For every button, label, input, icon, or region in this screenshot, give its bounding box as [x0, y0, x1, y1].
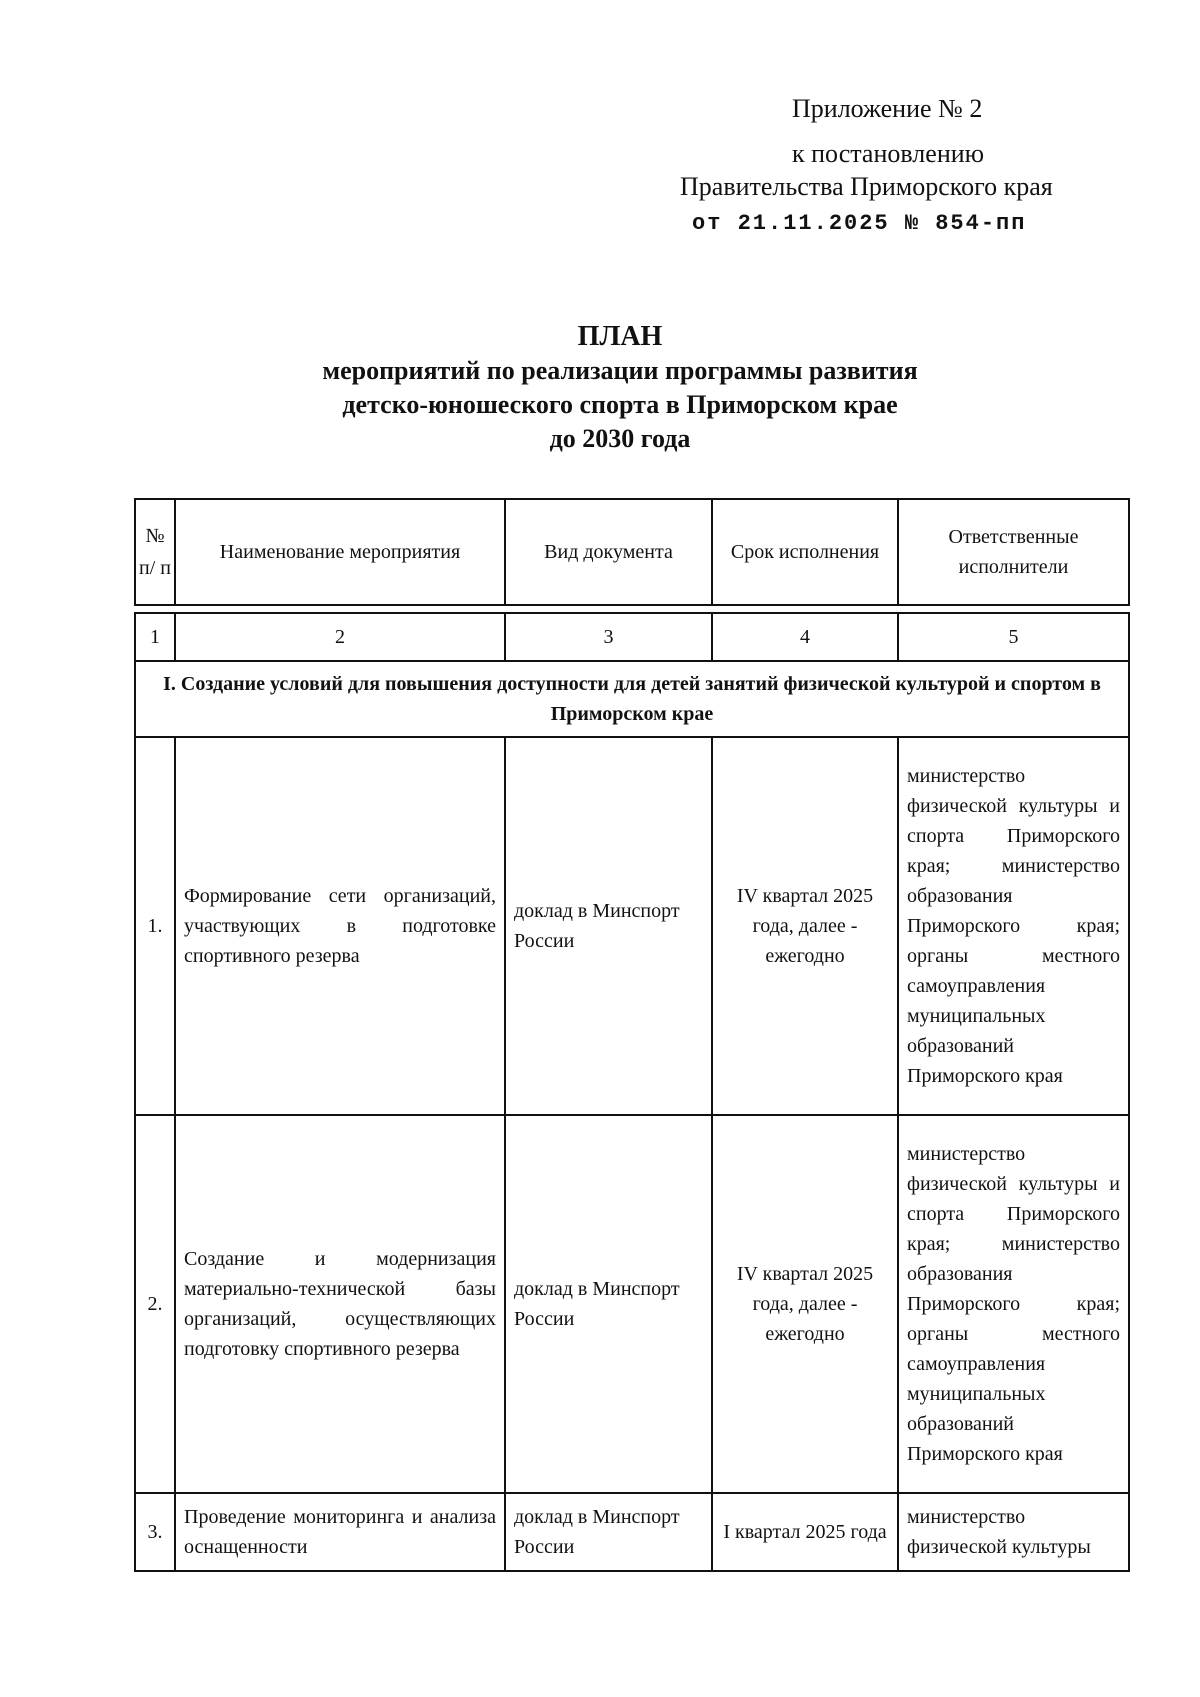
title-line-4: до 2030 года [549, 424, 691, 453]
header-table [134, 498, 1130, 606]
table-row [135, 1493, 1129, 1571]
plan-table [134, 612, 1130, 1572]
activity-name: Формирование сети организаций, участвующих в подготовке спортивного резерва [175, 737, 505, 1115]
responsible-executors: министерство физической культуры и спорта Приморского края; министерство образования Приморского края; органы местного самоуправления муниципальных образований Приморского края [898, 737, 1129, 1115]
document-type: доклад в Минспорт России [505, 1115, 712, 1493]
row-number: 1. [135, 737, 175, 1115]
document-title [200, 320, 1040, 456]
row-number: 2. [135, 1115, 175, 1493]
row-number: 3. [135, 1493, 175, 1571]
column-number: 1 [135, 613, 175, 661]
document-type: доклад в Минспорт России [505, 1493, 712, 1571]
column-numbers-row [135, 613, 1129, 661]
header-term: Срок исполнения [712, 499, 898, 605]
table-row [135, 1115, 1129, 1493]
appendix-header [680, 92, 1100, 240]
title-plan: ПЛАН [577, 321, 663, 352]
header-no: № п/ п [135, 499, 175, 605]
deadline: IV квартал 2025 года, далее - ежегодно [712, 737, 898, 1115]
column-number: 4 [712, 613, 898, 661]
document-type: доклад в Минспорт России [505, 737, 712, 1115]
appendix-resolution-ref: к постановлению [792, 139, 985, 168]
appendix-government: Правительства Приморского края [680, 172, 1053, 201]
responsible-executors: министерство физической культуры и спорта Приморского края; министерство образования Приморского края; органы местного самоуправления муниципальных образований Приморского края [898, 1115, 1129, 1493]
header-resp: Ответственные исполнители [898, 499, 1129, 605]
column-number: 5 [898, 613, 1129, 661]
column-number: 2 [175, 613, 505, 661]
column-number: 3 [505, 613, 712, 661]
activity-name: Создание и модернизация материально-технической базы организаций, осуществляющих подготовку спортивного резерва [175, 1115, 505, 1493]
appendix-date-number: от 21.11.2025 № 854-пп [692, 211, 1027, 236]
header-doc: Вид документа [505, 499, 712, 605]
plan-table-wrapper [134, 498, 1128, 1572]
section-heading-row [135, 661, 1129, 737]
header-name: Наименование мероприятия [175, 499, 505, 605]
responsible-executors: министерство физической культуры [898, 1493, 1129, 1571]
section-heading: I. Создание условий для повышения доступности для детей занятий физической культурой и спортом в Приморском крае [135, 661, 1129, 737]
appendix-number: Приложение № 2 [792, 94, 983, 123]
activity-name: Проведение мониторинга и анализа оснащенности [175, 1493, 505, 1571]
title-line-2: мероприятий по реализации программы развития [322, 356, 918, 385]
deadline: I квартал 2025 года [712, 1493, 898, 1571]
title-line-3: детско-юношеского спорта в Приморском крае [342, 390, 898, 419]
deadline: IV квартал 2025 года, далее - ежегодно [712, 1115, 898, 1493]
table-header-row [135, 499, 1129, 605]
table-row [135, 737, 1129, 1115]
